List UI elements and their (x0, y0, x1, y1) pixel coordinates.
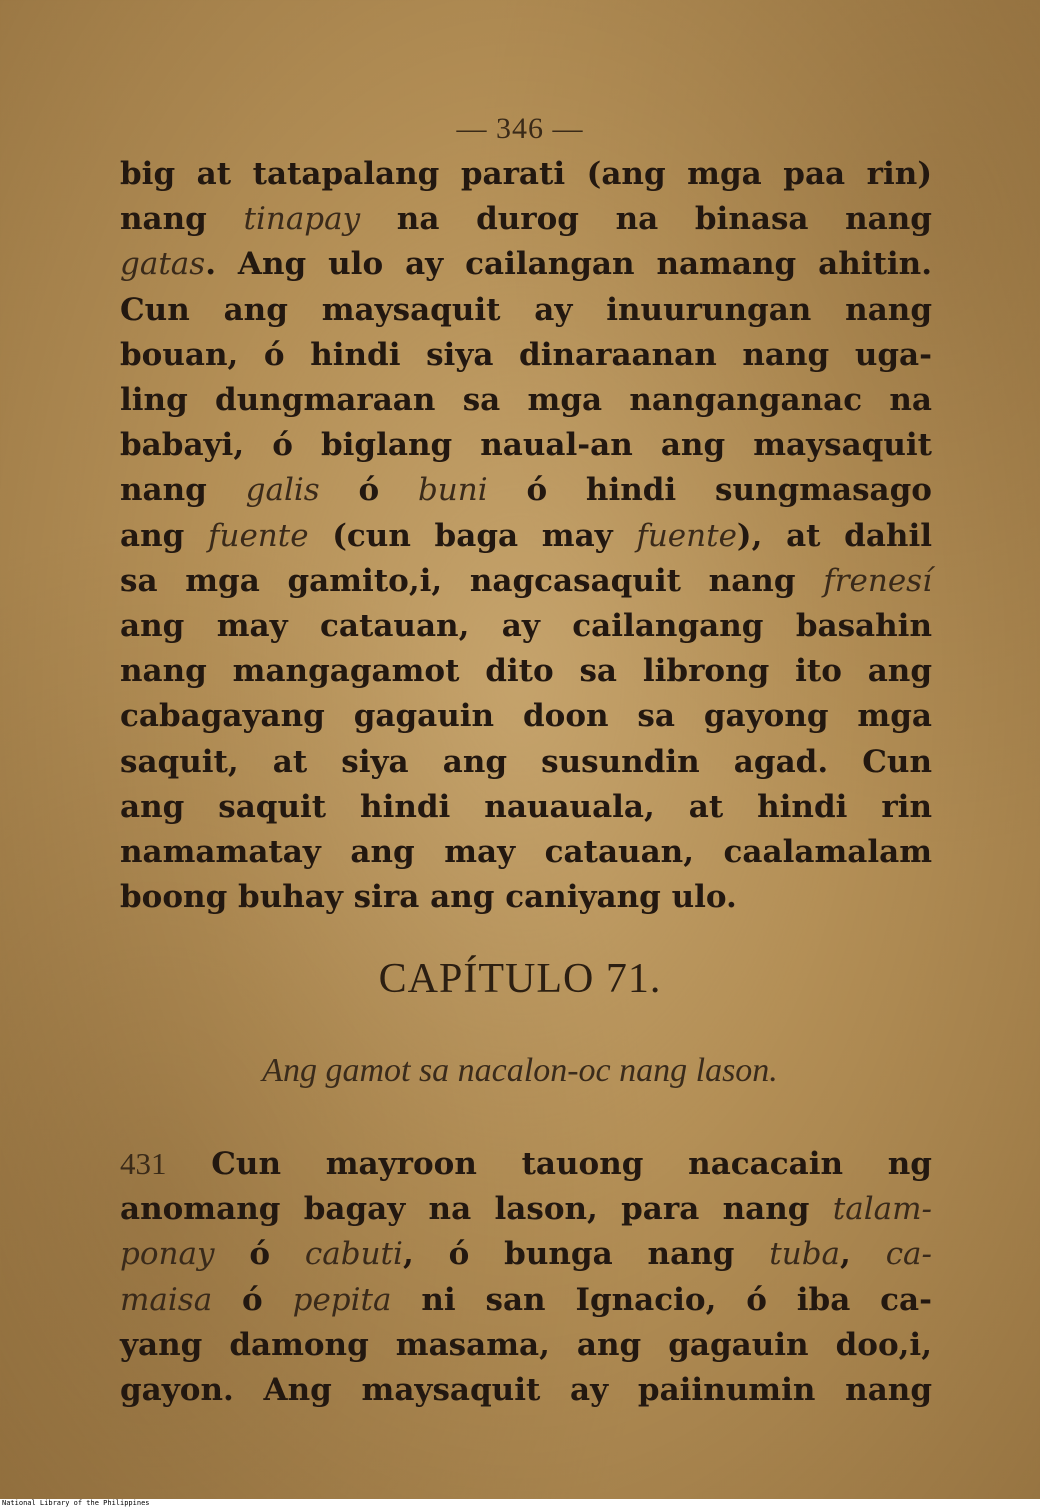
italic-term: fuente (208, 517, 309, 554)
text-line (120, 1323, 932, 1368)
italic-term: talam- (832, 1191, 932, 1228)
page-number: — 346 — (456, 112, 584, 145)
text-line (120, 740, 932, 785)
library-credit: National Library of the Philippines (0, 1499, 1040, 1508)
italic-term: frenesí (823, 562, 932, 599)
text-run: ang (120, 517, 208, 554)
paragraph-continued (120, 152, 932, 920)
text-line (120, 242, 932, 287)
text-run: yang damong masama, ang gagauin doo,i, (120, 1326, 932, 1363)
text-run: nang mangagamot dito sa librong ito ang (120, 653, 932, 690)
italic-term: galis (245, 472, 320, 509)
chapter-subtitle: Ang gamot sa nacalon-oc nang lason. (262, 1052, 778, 1089)
text-run: ni san Ignacio, ó iba ca- (391, 1281, 932, 1318)
italic-term: fuente (636, 517, 737, 554)
text-line (120, 1141, 932, 1187)
text-line (120, 694, 932, 739)
italic-term: maisa (120, 1281, 213, 1318)
text-run: ó (319, 472, 418, 509)
italic-term: pepita (292, 1281, 392, 1318)
text-run: babayi, ó biglang naual-an ang maysaquit (120, 427, 932, 464)
text-run: , ó bunga nang (402, 1236, 770, 1273)
text-run: bouan, ó hindi siya dinaraanan nang uga- (120, 336, 932, 373)
italic-term: buni (417, 472, 488, 509)
text-run: ), at dahil (736, 517, 933, 554)
text-run: ang may catauan, ay cailangang basahin (120, 608, 932, 645)
text-run: saquit, at siya ang susundin agad. Cun (120, 743, 932, 780)
text-run: big at tatapalang parati (ang mga paa rin) (120, 156, 932, 192)
text-run: anomang bagay na lason, para nang (120, 1191, 833, 1228)
paragraph-431 (120, 1141, 932, 1413)
chapter-title: CAPÍTULO 71. (378, 956, 662, 1002)
text-run: na durog na binasa nang (360, 201, 932, 238)
text-run: ling dungmaraan sa mga nanganganac na (120, 382, 932, 419)
italic-term: ca- (885, 1236, 933, 1273)
italic-term: tuba (769, 1236, 841, 1273)
text-line (120, 468, 932, 513)
text-line (120, 649, 932, 694)
text-line (120, 423, 932, 468)
text-run: boong buhay sira ang caniyang ulo. (120, 879, 737, 916)
text-line (120, 559, 932, 604)
text-run: nang (120, 472, 246, 509)
text-line (120, 830, 932, 875)
text-run: Cun ang maysaquit ay inuurungan nang (120, 291, 932, 328)
paragraph-number: 431 (120, 1146, 167, 1181)
text-run: ó hindi sungmasago (487, 472, 932, 509)
text-line (120, 152, 932, 197)
text-line (120, 333, 932, 378)
text-run: nang (120, 201, 244, 238)
text-line (120, 875, 932, 920)
text-line (120, 1232, 932, 1277)
text-line (120, 378, 932, 423)
text-run: ang saquit hindi nauauala, at hindi rin (120, 788, 932, 825)
text-run: , (840, 1236, 886, 1273)
italic-term: cabuti (304, 1236, 403, 1273)
text-run: gayon. Ang maysaquit ay paiinumin nang (120, 1372, 932, 1409)
text-run: cabagayang gagauin doon sa gayong mga (120, 698, 932, 735)
text-line (120, 288, 932, 333)
text-line (120, 514, 932, 559)
text-run: ó (214, 1236, 305, 1273)
text-line (120, 604, 932, 649)
text-run: namamatay ang may catauan, caalamalam (120, 834, 932, 871)
text-line (120, 1278, 932, 1323)
text-run: sa mga gamito,i, nagcasaquit nang (120, 562, 824, 599)
text-run: (cun baga may (308, 517, 637, 554)
text-run: ó (212, 1281, 293, 1318)
text-run: . Ang ulo ay cailangan namang ahitin. (205, 246, 932, 283)
text-line (120, 1187, 932, 1232)
italic-term: gatas (120, 246, 206, 283)
text-run: Cun mayroon tauong nacacain ng (166, 1146, 932, 1182)
text-line (120, 1368, 932, 1413)
text-line (120, 785, 932, 830)
italic-term: tinapay (243, 201, 361, 238)
italic-term: ponay (120, 1236, 215, 1273)
text-line (120, 197, 932, 242)
